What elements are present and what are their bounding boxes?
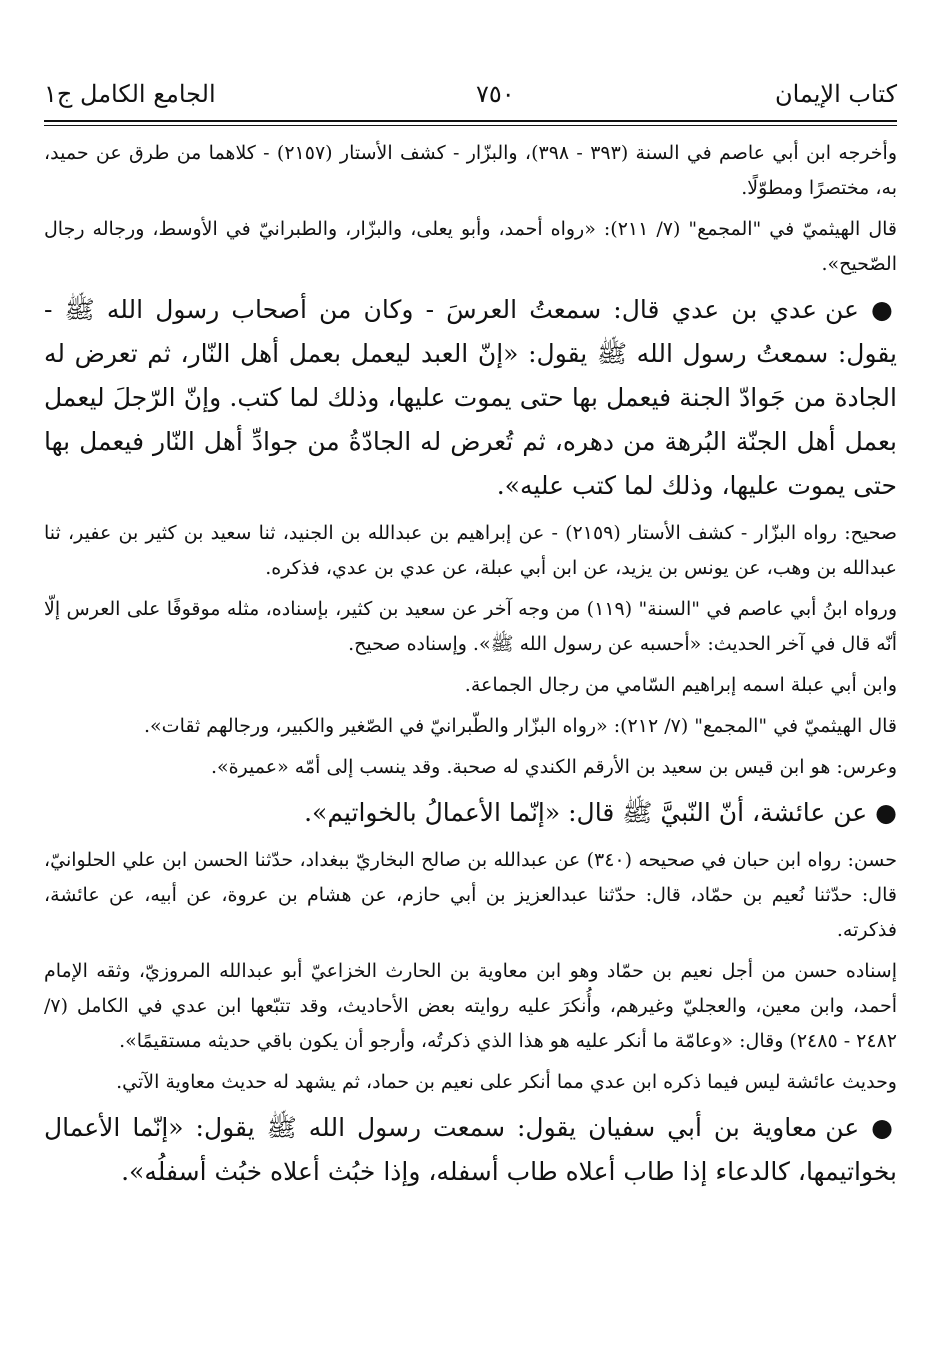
bullet-icon: ● — [871, 295, 897, 324]
chapter-title: كتاب الإيمان — [774, 80, 897, 108]
paragraph: صحيح: رواه البزّار - كشف الأستار (٢١٥٩) - عن إبراهيم بن عبدالله بن الجنيد، ثنا سعيد بن كثير بن عفير، ثنا عبدالله بن وهب، عن يونس بن يزيد، عن ابن أبي عبلة، عن عدي بن عدي، فذكره. — [44, 522, 897, 579]
bullet-icon: ● — [875, 798, 897, 827]
page-body — [44, 136, 897, 1194]
paragraph: حسن: رواه ابن حبان في صحيحه (٣٤٠) عن عبدالله بن صالح البخاريّ ببغداد، حدّثنا الحسن ابن علي الحلوانيّ، قال: حدّثنا نُعيم بن حمّاد، قال: حدّثنا عبدالعزيز بن أبي حازم، عن هشام بن عروة، عن أبيه، عن عائشة، فذكرته. — [44, 849, 898, 941]
paragraph: إسناده حسن من أجل نعيم بن حمّاد وهو ابن معاوية بن الحارث الخزاعيّ أبو عبدالله المروزيّ، وثقه الإمام أحمد، وابن معين، والعجليّ وغيرهم، وأُنكرَ عليه روايته بعض الأحاديث، وقد تتبّعها ابن عدي في الكامل (٧/ ٢٤٨٢ - ٢٤٨٥) وقال: «وعامّة ما أنكر عليه هو هذا الذي ذكرتُه، وأرجو أن يكون باقي حديثه مستقيمًا». — [44, 960, 897, 1052]
paragraph: وحديث عائشة ليس فيما ذكره ابن عدي مما أنكر على نعيم بن حماد، ثم يشهد له حديث معاوية الآتي. — [116, 1071, 897, 1093]
hadith-paragraph: ● عن معاوية بن أبي سفيان يقول: سمعت رسول الله ﷺ يقول: «إنّما الأعمال بخواتيمها، كالدعاء إذا طاب أعلاه طاب أسفله، وإذا خبُث أعلاه خبُث أسفلُه». — [44, 1113, 897, 1186]
paragraph: وأخرجه ابن أبي عاصم في السنة (٣٩٣ - ٣٩٨)، والبزّار - كشف الأستار (٢١٥٧) - كلاهما من طرق عن حميد، به، مختصرًا ومطوّلًا. — [44, 142, 897, 199]
paragraph: وعرس: هو ابن قيس بن سعيد بن الأرقم الكندي له صحبة. وقد ينسب إلى أمّه «عميرة». — [210, 756, 897, 778]
page-number: ٧٥٠ — [475, 80, 515, 108]
book-title: الجامع الكامل ج١ — [44, 80, 216, 108]
bullet-icon: ● — [871, 1113, 897, 1142]
paragraph: وابن أبي عبلة اسمه إبراهيم السّامي من رجال الجماعة. — [464, 674, 897, 696]
hadith-paragraph: ● عن عدي بن عدي قال: سمعتُ العرسَ - وكان من أصحاب رسول الله ﷺ - يقول: سمعتُ رسول الله ﷺ يقول: «إنّ العبد ليعمل بعمل أهل النّار، ثم تعرض له الجادة من جَوادّ الجنة فيعمل بها حتى يموت عليها، وذلك لما كتب. وإنّ الرّجلَ ليعمل بعمل أهل الجنّة البُرهة من دهره، ثم تُعرض له الجادّةُ من جوادِّ أهل النّار فيعمل بها حتى يموت عليها، وذلك لما كتب عليه». — [44, 295, 897, 500]
paragraph: قال الهيثميّ في "المجمع" (٧/ ٢١٢): «رواه البزّار والطّبرانيّ في الصّغير والكبير، ورجالهم ثقات». — [144, 715, 897, 737]
paragraph: قال الهيثميّ في "المجمع" (٧/ ٢١١): «رواه أحمد، وأبو يعلى، والبزّار، والطبرانيّ في الأوسط، ورجاله رجال الصّحيح». — [44, 218, 898, 275]
header-rule — [44, 120, 897, 122]
hadith-paragraph: ● عن عائشة، أنّ النّبيَّ ﷺ قال: «إنّما الأعمالُ بالخواتيم». — [304, 798, 897, 827]
header-rule-thin — [44, 125, 897, 126]
page-header — [44, 0, 897, 116]
paragraph: ورواه ابنُ أبي عاصم في "السنة" (١١٩) من وجه آخر عن سعيد بن كثير، بإسناده، مثله موقوفًا على العرس إلّا أنّه قال في آخر الحديث: «أحسبه عن رسول الله ﷺ». وإسناده صحيح. — [44, 598, 898, 655]
